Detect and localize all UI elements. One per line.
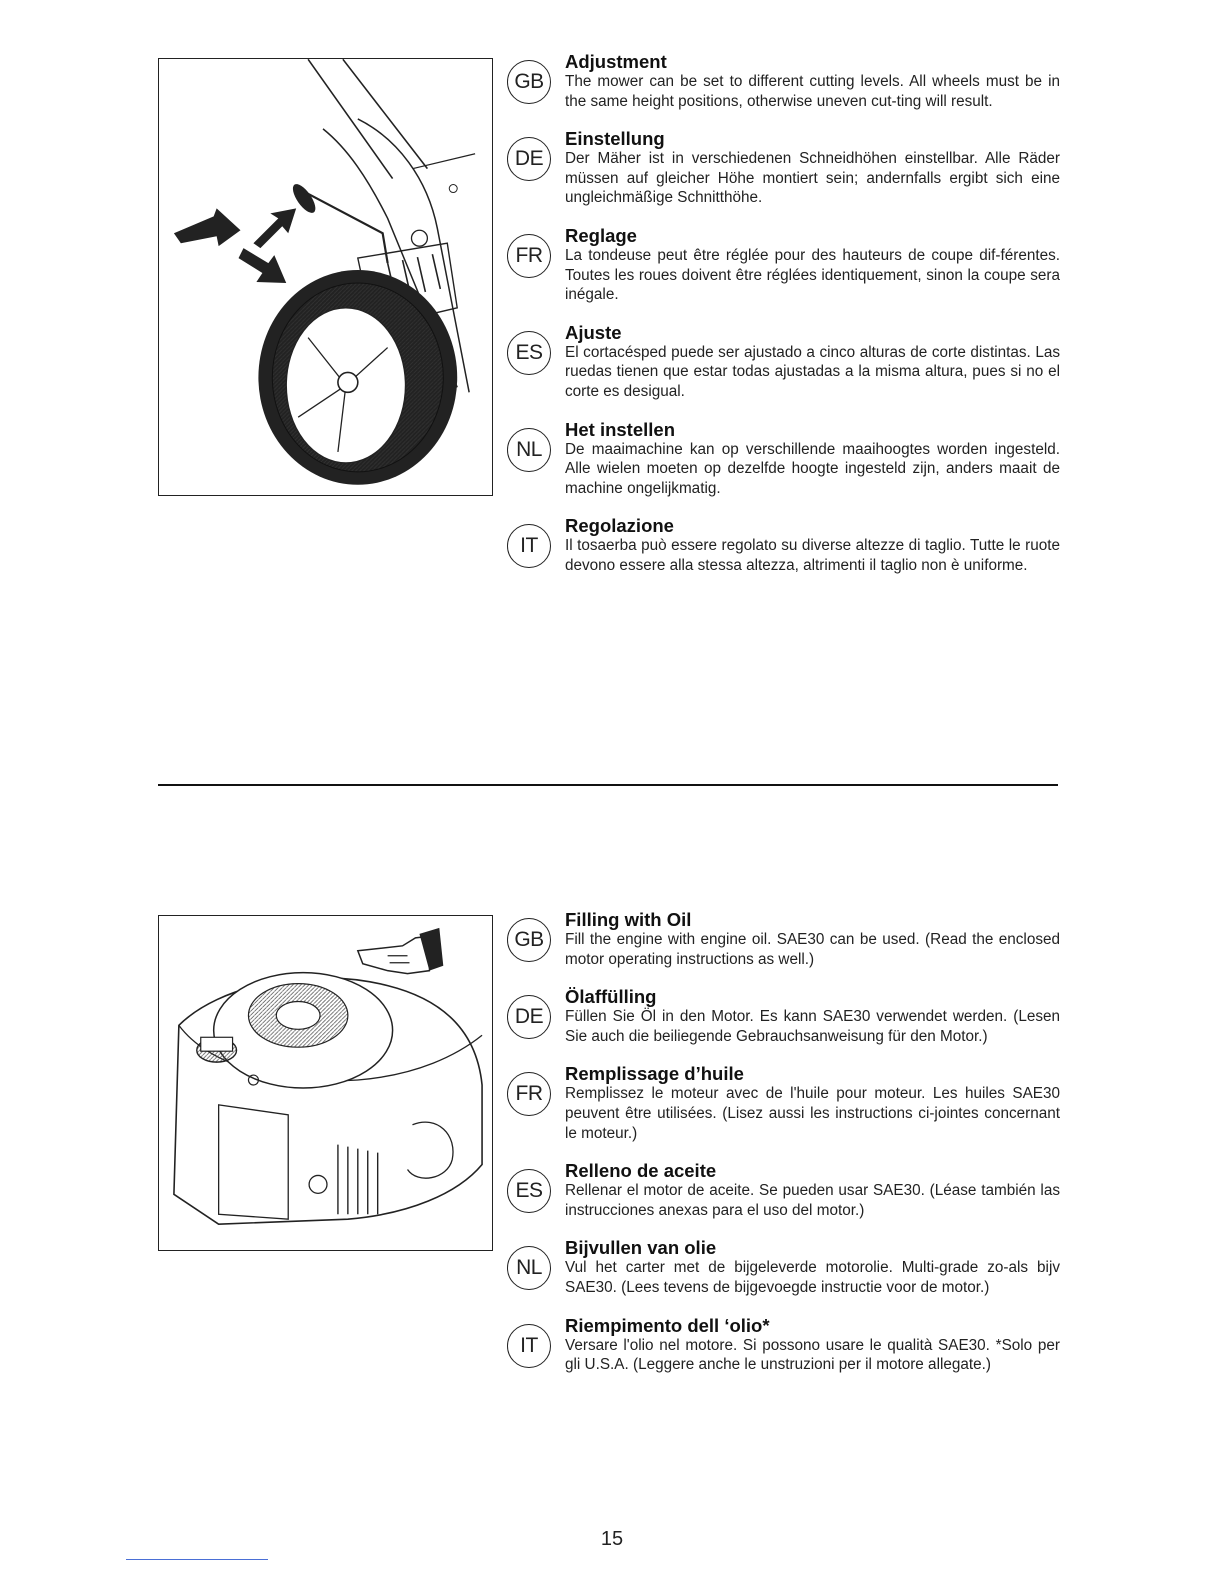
- entry-de: [505, 987, 1060, 1046]
- entry-title: Remplissage d’huile: [565, 1063, 744, 1085]
- language-badge-gb: GB: [507, 60, 551, 104]
- entry-title: Filling with Oil: [565, 909, 692, 930]
- language-badge-es: ES: [507, 331, 551, 375]
- entry-title: Regolazione: [565, 515, 674, 537]
- entry-body: Rellenar el motor de aceite. Se pueden usar SAE30. (Léase también las instrucciones anexas para el uso del motor.): [565, 1182, 1060, 1219]
- language-badge-fr: FR: [507, 1072, 551, 1116]
- entry-body: Der Mäher ist in verschiedenen Schneidhöhen einstellbar. Alle Räder müssen auf gleicher Höhe montiert sein; andernfalls ergibt sich eine ungleichmäßige Schnitthöhe.: [565, 150, 1060, 207]
- entry-body: The mower can be set to different cutting levels. All wheels must be in the same height positions, otherwise uneven cut-ting will result.: [565, 73, 1060, 110]
- entry-title: Riempimento dell ‘olio*: [565, 1314, 770, 1336]
- entry-body: Fill the engine with engine oil. SAE30 can be used. (Read the enclosed motor operating instructions as well.): [565, 931, 1060, 968]
- section-divider: [158, 784, 1058, 786]
- entry-body: Vul het carter met de bijgeleverde motorolie. Multi-grade zo-als bijv SAE30. (Lees tevens de bijgevoegde instructie voor de motor.): [565, 1259, 1060, 1296]
- entry-nl: [505, 420, 1060, 499]
- oil-filling-instructions: [505, 910, 1060, 1375]
- entry-title: Reglage: [565, 224, 637, 246]
- footer-link-line: [126, 1559, 268, 1560]
- entry-title: Bijvullen van olie: [565, 1237, 717, 1259]
- entry-fr: [505, 226, 1060, 305]
- language-badge-es: ES: [507, 1169, 551, 1213]
- entry-it: [505, 1316, 1060, 1375]
- entry-es: [505, 1161, 1060, 1220]
- entry-title: Het instellen: [565, 418, 675, 440]
- entry-nl: [505, 1238, 1060, 1297]
- language-badge-de: DE: [507, 995, 551, 1039]
- entry-body: La tondeuse peut être réglée pour des hauteurs de coupe dif-férentes. Toutes les roues doivent être réglées identiquement, sinon la coupe sera inégale.: [565, 246, 1060, 304]
- entry-body: Füllen Sie Öl in den Motor. Es kann SAE30 verwendet werden. (Lesen Sie auch die beiliegende Gebrauchsanweisung für den Motor.): [565, 1008, 1060, 1045]
- entry-title: Adjustment: [565, 51, 667, 72]
- language-badge-de: DE: [507, 137, 551, 181]
- entry-body: Remplissez le moteur avec de l'huile pour moteur. Les huiles SAE30 peuvent être utilisées. (Lisez aussi les instructions ci-jointes concernant le moteur.): [565, 1085, 1060, 1142]
- entry-title: Relleno de aceite: [565, 1160, 717, 1182]
- entry-body: El cortacésped puede ser ajustado a cinco alturas de corte distintas. Las ruedas tienen que estar todas ajustadas a la misma altura, pues si no el corte es desigual.: [565, 343, 1060, 400]
- engine-oil-illustration: [158, 915, 493, 1251]
- language-badge-it: IT: [507, 524, 551, 568]
- entry-body: Il tosaerba può essere regolato su diverse altezze di taglio. Tutte le ruote devono essere alla stessa altezza, altrimenti il taglio non è uniforme.: [565, 537, 1060, 574]
- entry-gb: [505, 52, 1060, 111]
- entry-gb: [505, 910, 1060, 969]
- page-number: 15: [600, 1528, 624, 1550]
- wheel-adjustment-illustration: [158, 58, 493, 496]
- entry-body: De maaimachine kan op verschillende maaihoogtes worden ingesteld. Alle wielen moeten op dezelfde hoogte ingesteld zijn, anders maait de machine ongelijkmatig.: [565, 440, 1060, 497]
- adjustment-instructions: [505, 52, 1060, 576]
- entry-title: Ajuste: [565, 321, 622, 343]
- entry-title: Ölaffülling: [565, 986, 657, 1008]
- entry-body: Versare l'olio nel motore. Si possono usare le qualità SAE30. *Solo per gli U.S.A. (Leggere anche le unstruzioni per il motore allegate.): [565, 1336, 1060, 1374]
- language-badge-gb: GB: [507, 918, 551, 962]
- entry-title: Einstellung: [565, 128, 665, 150]
- entry-it: [505, 516, 1060, 575]
- language-badge-nl: NL: [507, 1246, 551, 1290]
- entry-fr: [505, 1064, 1060, 1143]
- language-badge-it: IT: [507, 1324, 551, 1368]
- entry-es: [505, 323, 1060, 402]
- language-badge-nl: NL: [507, 428, 551, 472]
- entry-de: [505, 129, 1060, 208]
- language-badge-fr: FR: [507, 234, 551, 278]
